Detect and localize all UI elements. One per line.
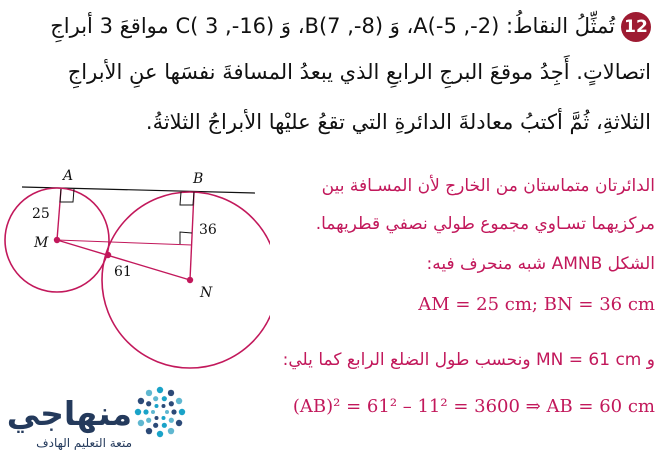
logo-dot	[162, 404, 166, 408]
logo-dot	[146, 418, 151, 423]
label-m: M	[34, 235, 49, 251]
right-angle-helper	[180, 232, 192, 244]
right-angle-b	[180, 192, 194, 205]
logo-dot	[146, 428, 152, 434]
point-n	[187, 277, 193, 283]
solution-line-4: AM = 25 cm; BN = 36 cm	[418, 294, 655, 315]
helper-line	[57, 240, 192, 245]
logo-tagline: متعة التعليم الهادف	[36, 436, 132, 450]
logo-dot	[155, 416, 159, 420]
logo-dot	[162, 416, 166, 420]
question-line-1	[50, 12, 651, 42]
solution-line-5: و MN = 61 cm ونحسب طول الضلع الرابع كما يلي:	[282, 350, 655, 370]
length-am: 25	[32, 206, 50, 222]
length-bn: 36	[199, 222, 217, 238]
logo-dot	[138, 398, 144, 404]
question-number-badge: 12	[621, 12, 651, 42]
solution-line-1: الدائرتان متماستان من الخارج لأن المسـافة بين	[321, 176, 655, 196]
question-line-3: الثلاثةِ، ثُمَّ أكتبُ معادلةَ الدائرةِ التي تقعُ عليْها الأبراجُ الثلاثةُ.	[145, 110, 651, 134]
logo-dot	[155, 404, 159, 408]
logo-dot	[176, 420, 182, 426]
logo-dot	[153, 396, 158, 401]
logo-dot	[179, 409, 185, 415]
logo-dot	[176, 398, 182, 404]
logo-dot	[138, 420, 144, 426]
logo-dot	[165, 410, 169, 414]
logo-dot	[162, 396, 167, 401]
solution-line-2: مركزيهما تسـاوي مجموع طولي نصفي قطريهما.	[315, 214, 655, 234]
logo-dot	[153, 423, 158, 428]
logo-dot	[151, 410, 155, 414]
logo-dot	[162, 423, 167, 428]
logo-dot	[135, 409, 141, 415]
logo-dot	[143, 409, 148, 414]
logo-name: منهاجي	[6, 394, 132, 433]
logo-dot	[168, 390, 174, 396]
logo-dot	[146, 390, 152, 396]
logo-dot	[157, 431, 163, 437]
label-b: B	[193, 171, 204, 187]
brand-logo	[2, 380, 192, 460]
circle-n	[102, 192, 270, 368]
logo-dot	[169, 401, 174, 406]
solution-line-3: الشكل AMNB شبه منحرف فيه:	[426, 254, 655, 274]
point-tangency	[105, 252, 111, 258]
logo-mark-icon	[132, 384, 188, 440]
logo-dot	[171, 409, 176, 414]
logo-dot	[146, 401, 151, 406]
label-n: N	[200, 285, 213, 301]
point-m	[54, 237, 60, 243]
question-line-2: اتصالاتٍ. أَجِدُ موقعَ البرجِ الرابعِ الذي يبعدُ المسافةَ نفسَها عنِ الأبراجِ	[67, 60, 651, 84]
logo-dot	[169, 418, 174, 423]
tangent-circles-diagram	[0, 165, 270, 370]
solution-line-6: (AB)² = 61² – 11² = 3600 ⇒ AB = 60 cm	[292, 396, 655, 417]
question-text-1: تُمثِّلُ النقاطُ: (2-, 5-)A، وَ (8-, 7)B، وَ (16-, 3 )C مواقعَ 3 أبراجِ	[50, 14, 615, 38]
length-mn: 61	[114, 264, 132, 280]
logo-dot	[157, 387, 163, 393]
label-a: A	[63, 168, 74, 184]
logo-dot	[168, 428, 174, 434]
